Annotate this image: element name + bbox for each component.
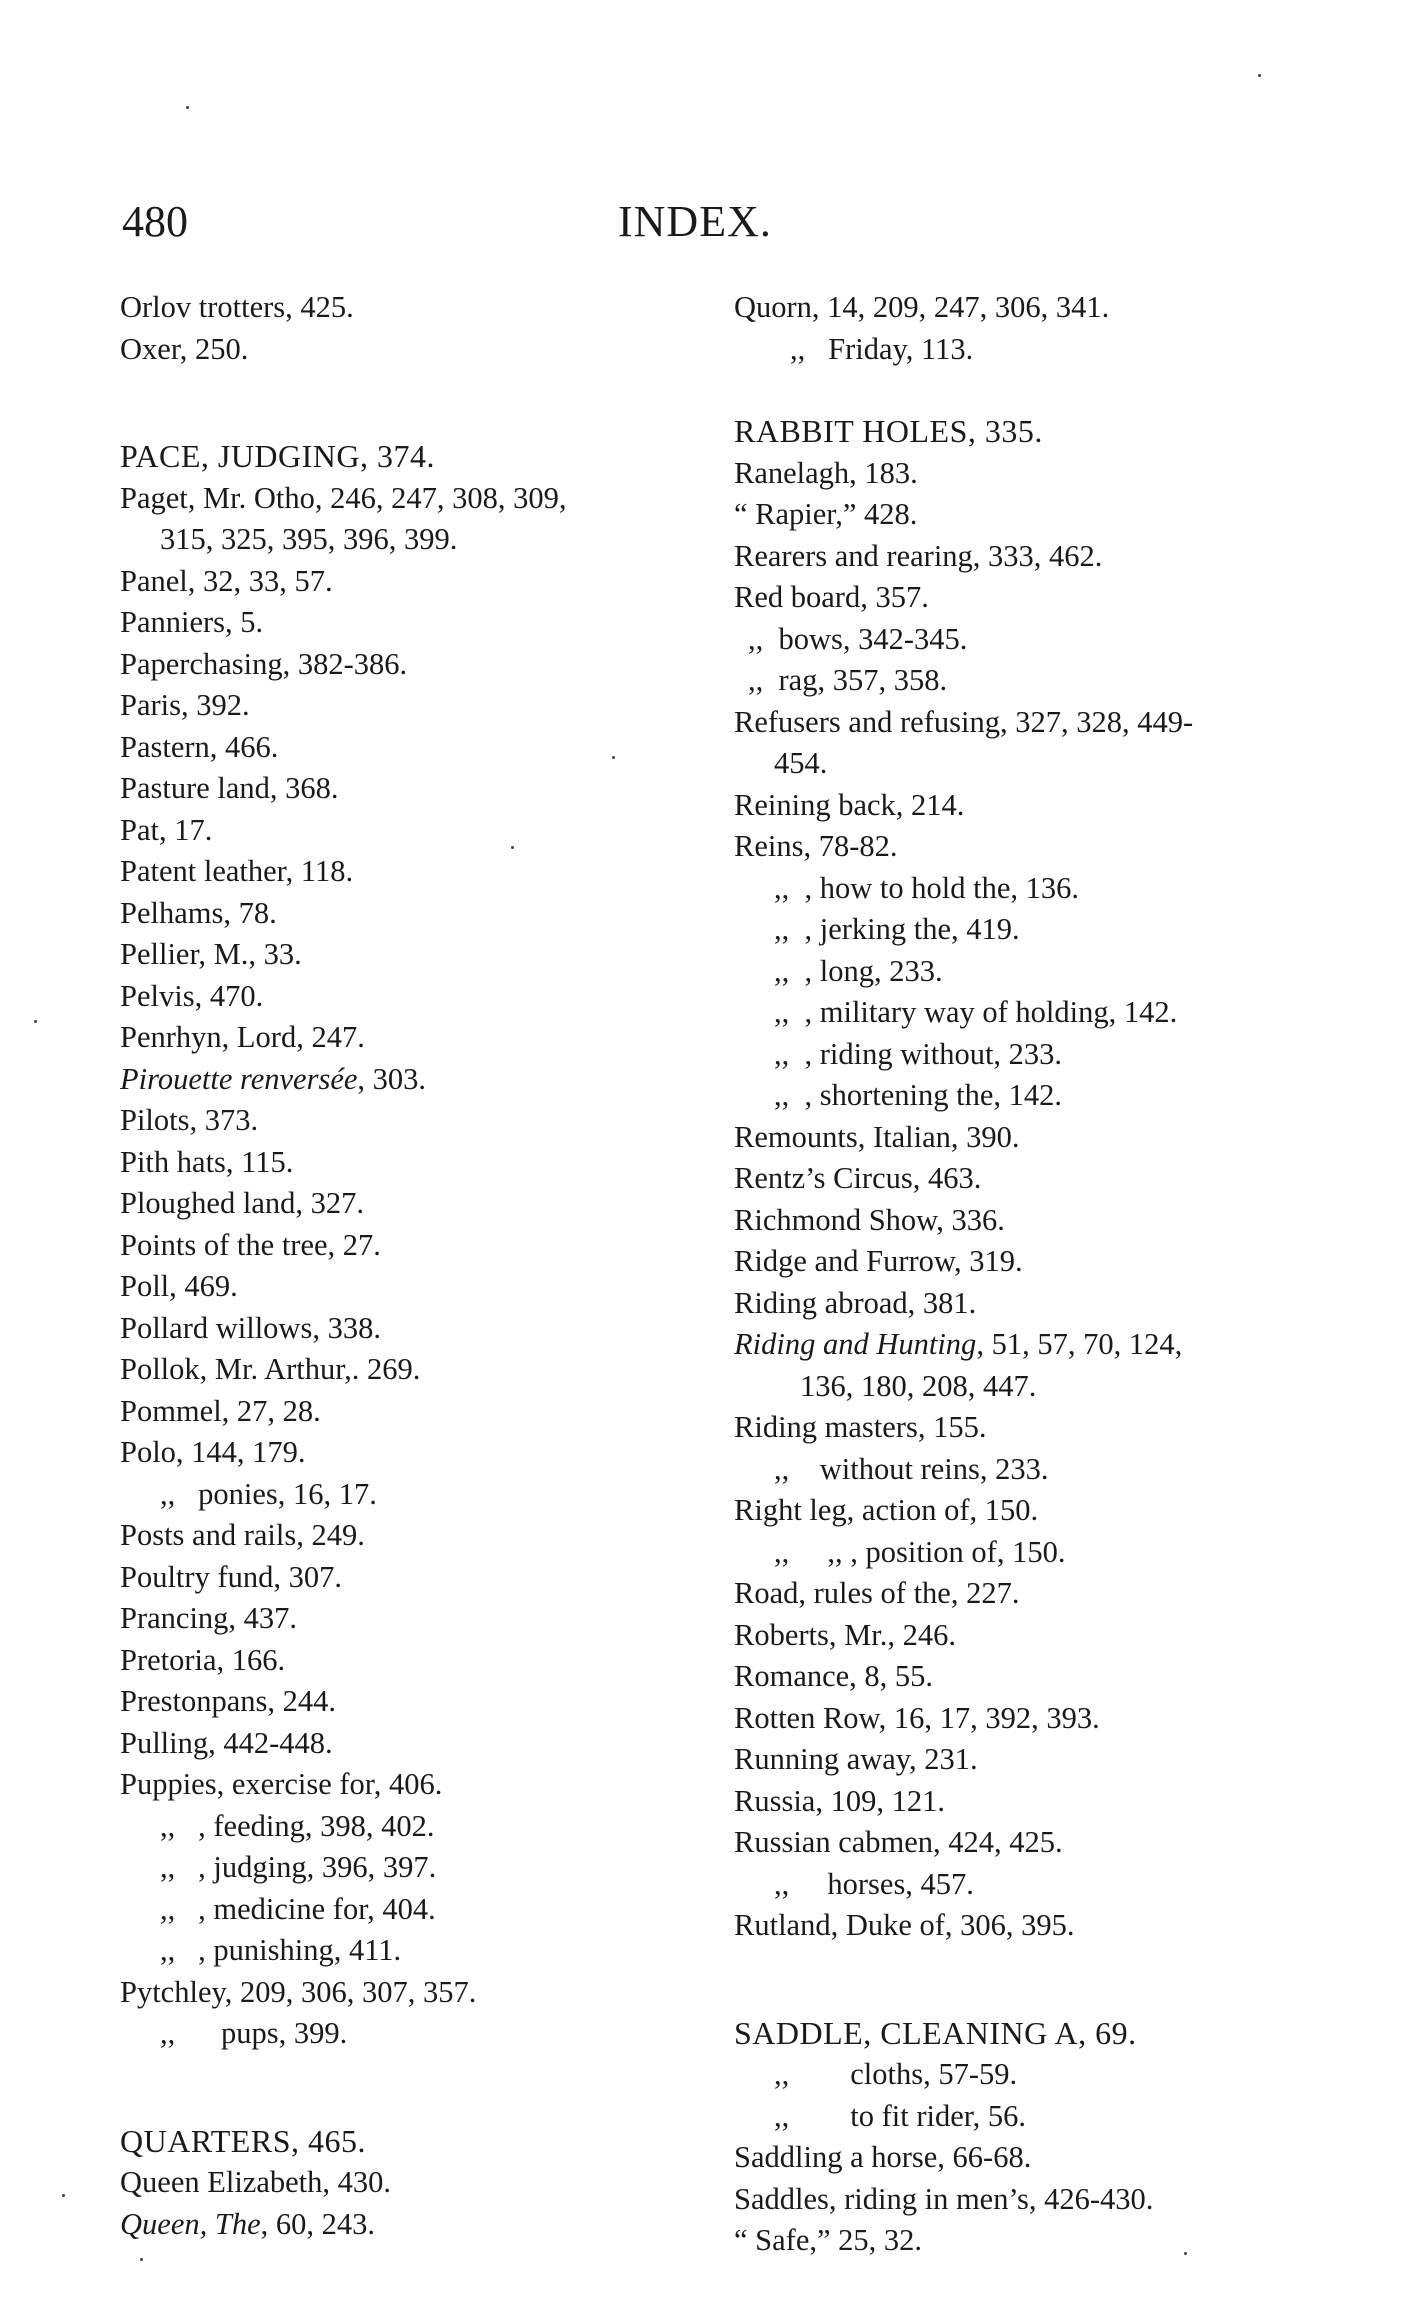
index-entry: Paperchasing, 382-386. <box>120 646 408 681</box>
index-entry: Pilots, 373. <box>120 1103 259 1137</box>
index-subentry: ,, rag, 357, 358. <box>748 663 948 697</box>
index-subentry: ,, cloths, 57-59. <box>774 2057 1018 2091</box>
index-entry <box>734 1324 1374 1366</box>
index-entry: “ Safe,” 25, 32. <box>734 2223 923 2257</box>
index-section-heading: RABBIT HOLES, 335. <box>734 413 1043 449</box>
index-entry-continuation: 136, 180, 208, 447. <box>800 1368 1037 1403</box>
index-entry: Reins, 78-82. <box>734 829 898 863</box>
index-entry: Paris, 392. <box>120 688 250 722</box>
index-entry <box>120 1059 760 1101</box>
index-subentry: ,, , riding without, 233. <box>774 1036 1063 1071</box>
index-entry: Ranelagh, 183. <box>734 455 918 490</box>
page-refs: , 303. <box>357 1061 427 1096</box>
index-entry: Ploughed land, 327. <box>120 1186 364 1220</box>
index-entry: Points of the tree, 27. <box>120 1227 381 1262</box>
index-subentry: ,, bows, 342-345. <box>748 621 968 656</box>
index-entry: Pelhams, 78. <box>120 895 277 930</box>
index-entry: Oxer, 250. <box>120 331 249 366</box>
index-entry: Russian cabmen, 424, 425. <box>734 1825 1063 1859</box>
spacer <box>734 1947 1374 2013</box>
index-entry: Pasture land, 368. <box>120 771 339 805</box>
index-entry: Running away, 231. <box>734 1742 978 1776</box>
index-subentry: ,, without reins, 233. <box>774 1451 1049 1486</box>
index-subentry: ,, , jerking the, 419. <box>774 912 1020 946</box>
scan-speck <box>62 2194 65 2197</box>
index-section-heading: QUARTERS, 465. <box>120 2122 366 2159</box>
italic-title: Pirouette renversée <box>120 1061 358 1096</box>
index-entry-continuation: 454. <box>774 746 828 780</box>
index-entry: Pelvis, 470. <box>120 978 264 1013</box>
index-subentry: ,, , judging, 396, 397. <box>160 1850 437 1884</box>
index-entry: Right leg, action of, 150. <box>734 1493 1039 1527</box>
index-entry: Pommel, 27, 28. <box>120 1393 321 1428</box>
index-subentry: ,, horses, 457. <box>774 1866 974 1901</box>
index-subentry: ,, , how to hold the, 136. <box>774 870 1079 905</box>
index-entry: Saddling a horse, 66-68. <box>734 2140 1032 2174</box>
index-entry: Riding abroad, 381. <box>734 1285 977 1320</box>
index-entry: Prancing, 437. <box>120 1601 298 1635</box>
index-entry: Poultry fund, 307. <box>120 1559 342 1594</box>
index-subentry: ,, to fit rider, 56. <box>774 2098 1027 2133</box>
index-entry: Roberts, Mr., 246. <box>734 1617 956 1652</box>
index-entry: Pat, 17. <box>120 812 213 847</box>
index-entry: Romance, 8, 55. <box>734 1659 934 1693</box>
index-subentry: ,, Friday, 113. <box>790 331 974 366</box>
index-entry: Richmond Show, 336. <box>734 1202 1005 1237</box>
index-entry: Rutland, Duke of, 306, 395. <box>734 1908 1075 1942</box>
index-entry: Pollard willows, 338. <box>120 1310 381 1345</box>
spacer <box>120 2055 760 2121</box>
index-subentry: ,, , shortening the, 142. <box>774 1078 1063 1112</box>
index-entry: Rotten Row, 16, 17, 392, 393. <box>734 1700 1100 1735</box>
index-entry: “ Rapier,” 428. <box>734 497 918 531</box>
index-entry: Pith hats, 115. <box>120 1144 294 1179</box>
scan-speck <box>612 756 615 759</box>
index-entry: Pollok, Mr. Arthur,. 269. <box>120 1352 421 1386</box>
index-section-heading: PACE, JUDGING, 374. <box>120 438 436 474</box>
index-subentry: ,, pups, 399. <box>160 2016 348 2050</box>
scan-speck <box>186 106 189 109</box>
index-entry: Russia, 109, 121. <box>734 1783 945 1818</box>
index-entry: Remounts, Italian, 390. <box>734 1119 1020 1154</box>
spacer <box>734 370 1374 411</box>
scan-speck <box>34 1020 37 1023</box>
index-entry: Red board, 357. <box>734 580 929 614</box>
index-entry: Orlov trotters, 425. <box>120 290 354 324</box>
page-refs: , 60, 243. <box>260 2206 375 2241</box>
index-entry: Riding masters, 155. <box>734 1410 987 1444</box>
index-column-left <box>120 287 760 2245</box>
index-entry: Refusers and refusing, 327, 328, 449- <box>734 704 1194 739</box>
page-title: INDEX. <box>618 197 772 246</box>
index-entry: Paget, Mr. Otho, 246, 247, 308, 309, <box>120 480 567 515</box>
spacer <box>120 370 760 436</box>
index-entry: Poll, 469. <box>120 1269 238 1303</box>
index-entry: Saddles, riding in men’s, 426-430. <box>734 2181 1154 2216</box>
scan-speck <box>140 2258 143 2261</box>
index-section-heading: SADDLE, CLEANING A, 69. <box>734 2014 1137 2051</box>
index-subentry: ,, , military way of holding, 142. <box>774 995 1178 1029</box>
index-entry: Penrhyn, Lord, 247. <box>120 1020 365 1054</box>
index-entry: Panel, 32, 33, 57. <box>120 563 333 598</box>
page-refs: , 51, 57, 70, 124, <box>976 1327 1183 1361</box>
italic-title: Queen, The <box>120 2206 261 2241</box>
index-entry: Reining back, 214. <box>734 787 965 822</box>
index-entry: Rentz’s Circus, 463. <box>734 1161 982 1195</box>
page-number: 480 <box>122 197 188 246</box>
index-entry: Queen Elizabeth, 430. <box>120 2165 392 2199</box>
index-entry: Puppies, exercise for, 406. <box>120 1767 443 1801</box>
index-subentry: ,, , long, 233. <box>774 953 943 988</box>
scan-speck <box>1184 2252 1187 2255</box>
index-entry <box>120 2204 760 2246</box>
index-subentry: ,, ponies, 16, 17. <box>160 1476 377 1511</box>
index-entry: Pytchley, 209, 306, 307, 357. <box>120 1974 477 2009</box>
index-entry: Polo, 144, 179. <box>120 1435 306 1469</box>
index-entry: Road, rules of the, 227. <box>734 1576 1020 1610</box>
index-entry: Pulling, 442-448. <box>120 1725 333 1760</box>
scan-speck <box>1258 74 1261 77</box>
index-entry: Ridge and Furrow, 319. <box>734 1244 1023 1278</box>
index-entry: Quorn, 14, 209, 247, 306, 341. <box>734 290 1110 324</box>
scan-speck <box>511 846 514 849</box>
index-entry: Patent leather, 118. <box>120 854 354 888</box>
index-subentry: ,, , punishing, 411. <box>160 1933 402 1967</box>
index-column-right <box>734 287 1374 2262</box>
index-entry: Rearers and rearing, 333, 462. <box>734 538 1103 573</box>
index-entry: Prestonpans, 244. <box>120 1684 337 1718</box>
index-entry: Pretoria, 166. <box>120 1642 286 1677</box>
index-entry: Posts and rails, 249. <box>120 1518 365 1552</box>
index-entry: Pellier, M., 33. <box>120 937 302 971</box>
index-subentry: ,, ,, , position of, 150. <box>774 1534 1066 1569</box>
index-entry: Panniers, 5. <box>120 605 264 639</box>
index-entry: Pastern, 466. <box>120 729 279 764</box>
index-subentry: ,, , feeding, 398, 402. <box>160 1808 435 1843</box>
italic-title: Riding and Hunting <box>734 1327 977 1361</box>
index-subentry: ,, , medicine for, 404. <box>160 1891 436 1926</box>
index-entry-continuation: 315, 325, 395, 396, 399. <box>160 522 458 556</box>
